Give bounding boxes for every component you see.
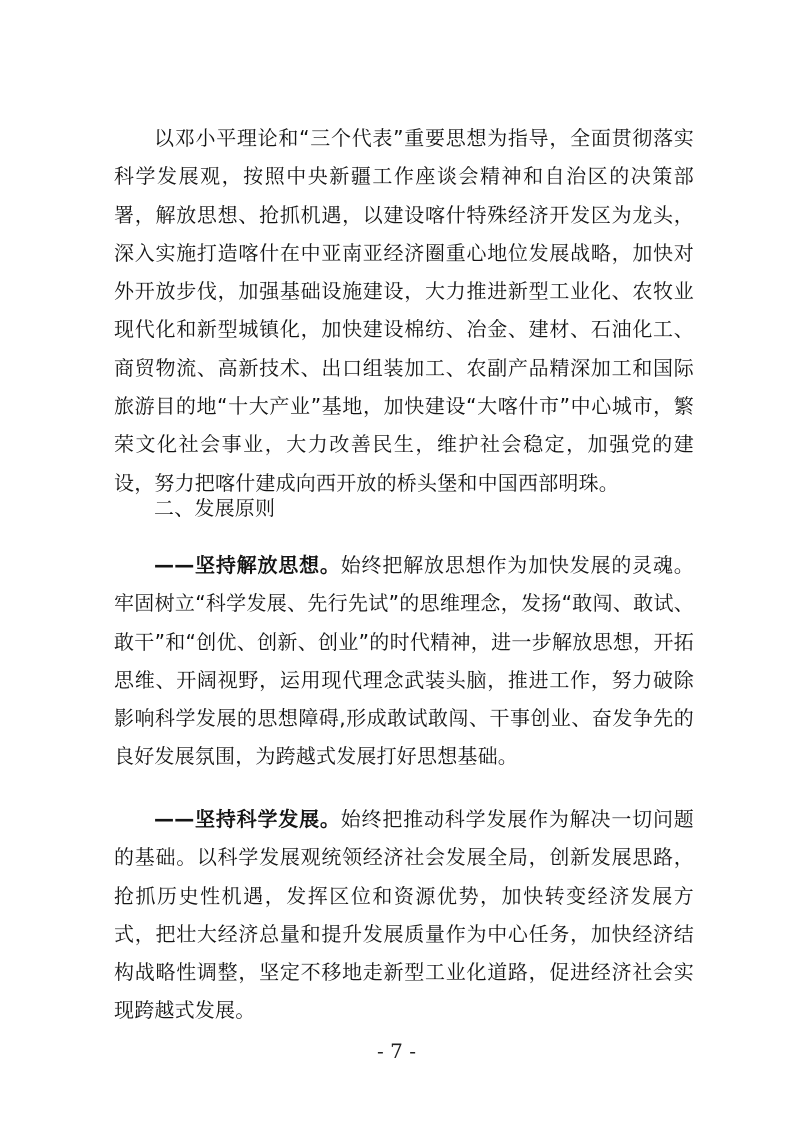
principle-scientific-development-paragraph — [114, 800, 694, 1030]
principle-lead: ——坚持科学发展。 — [154, 807, 341, 831]
paragraph-text: 以邓小平理论和“三个代表”重要思想为指导，全面贯彻落实科学发展观，按照中央新疆工作座谈会精神和自治区的决策部署，解放思想、抢抓机遇，以建设喀什特殊经济开发区为龙头，深入实施打造喀什在中亚南亚经济圈重心地位发展战略，加快对外开放步伐，加强基础设施建设，大力推进新型工业化、农牧业现代化和新型城镇化，加快建设棉纺、冶金、建材、石油化工、商贸物流、高新技术、出口组装加工、农副产品精深加工和国际旅游目的地“十大产业”基地，加快建设“大喀什市”中心城市，繁荣文化社会事业，大力改善民生，维护社会稳定，加强党的建设，努力把喀什建成向西开放的桥头堡和中国西部明珠。 — [114, 126, 694, 495]
guiding-ideology-paragraph — [114, 119, 694, 502]
section-heading-text: 二、发展原则 — [154, 496, 276, 520]
section-heading — [114, 489, 694, 527]
principle-lead: ——坚持解放思想。 — [154, 553, 341, 577]
page-number: - 7 - — [377, 1039, 416, 1063]
principle-body: 始终把解放思想作为加快发展的灵魂。牢固树立“科学发展、先行先试”的思维理念，发扬“敢闯、敢试、敢干”和“创优、创新、创业”的时代精神，进一步解放思想，开拓思维、开阔视野，运用现代理念武装头脑，推进工作，努力破除影响科学发展的思想障碍,形成敢试敢闯、干事创业、奋发争先的良好发展氛围，为跨越式发展打好思想基础。 — [114, 553, 694, 769]
principle-body: 始终把推动科学发展作为解决一切问题的基础。以科学发展观统领经济社会发展全局，创新发展思路，抢抓历史性机遇，发挥区位和资源优势，加快转变经济发展方式，把壮大经济总量和提升发展质量作为中心任务，加快经济结构战略性调整，坚定不移地走新型工业化道路，促进经济社会实现跨越式发展。 — [114, 807, 694, 1023]
principle-emancipate-mind-paragraph — [114, 546, 694, 776]
